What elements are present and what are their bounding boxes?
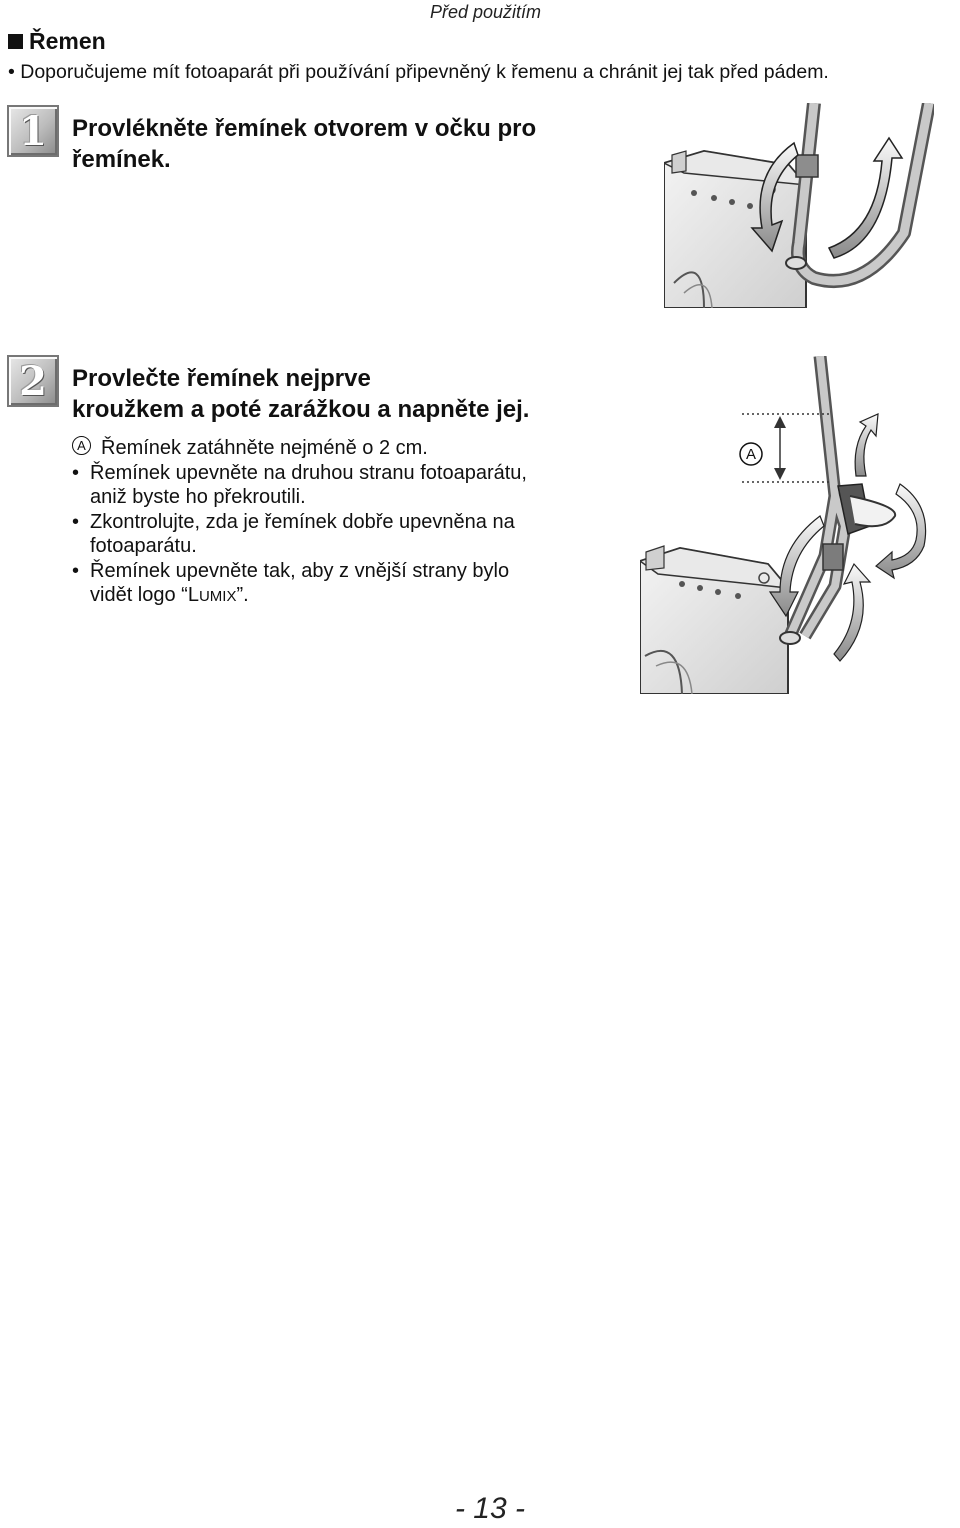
figure-1-strap-eyelet [664,103,934,308]
marker-a-icon: A [72,436,91,455]
step-1-instruction [72,113,536,175]
strap-2 [780,356,895,644]
section-title [8,28,106,55]
page-number: - 13 - [454,1492,526,1525]
intro-text: Doporučujeme mít fotoaparát při používání připevněný k řemenu a chránit jej tak před pádem. [20,61,829,83]
bullet-2-line-1: Zkontrolujte, zda je řemínek dobře upevněna na [90,510,515,533]
step-2-badge [7,355,59,407]
marker-a-icon [740,443,762,465]
bullet-1-line-1: Řemínek upevněte na druhou stranu fotoaparátu, [90,461,527,484]
bullet-item [72,510,632,559]
bullet-dot: • [72,559,80,582]
camera-body-1 [664,151,806,308]
callout-a-note [72,436,632,461]
square-bullet-icon [8,34,23,49]
step-1-number: 1 [19,107,47,155]
section-title-text: Řemen [29,28,106,54]
figure-2-strap-stopper [640,356,940,694]
arrow-curl-icon [876,484,926,578]
step-2-instruction [72,363,529,425]
bullet-3-text-a: vidět logo “L [90,584,199,606]
bullet-dot: • [72,510,80,533]
camera-body-2 [640,546,788,694]
bullet-2-line-2: fotoaparátu. [90,535,197,557]
bullet-3-line-1: Řemínek upevněte tak, aby z vnější strany bylo [90,559,510,582]
arrow-up-icon [855,414,878,476]
bullet-3-text-b: ”. [236,584,249,606]
strap-1 [786,103,929,281]
step-1-line-1: Provlékněte řemínek otvorem v očku pro [72,115,537,142]
figure-2-label: A [745,446,757,463]
intro-bullet [8,61,829,84]
bullet-item [72,559,632,610]
step-2-line-1: Provlečte řemínek nejprve [72,365,371,392]
step-1-line-2: řemínek. [72,146,171,173]
bullet-dot: • [72,461,80,484]
callout-a-text: Řemínek zatáhněte nejméně o 2 cm. [101,437,428,459]
lumix-smallcaps: UMIX [198,588,237,605]
bullet-1-line-2: aniž byste ho překroutili. [90,486,306,508]
step-2-line-2: kroužkem a poté zarážkou a napněte jej. [72,396,530,423]
bullet-dot: • [8,61,15,83]
bullet-3-line-2 [90,583,509,610]
bullet-item [72,461,632,510]
step-1-badge [7,105,59,157]
step-2-notes [72,436,632,610]
running-head: Před použitím [430,2,542,22]
step-2-number: 2 [19,357,47,405]
